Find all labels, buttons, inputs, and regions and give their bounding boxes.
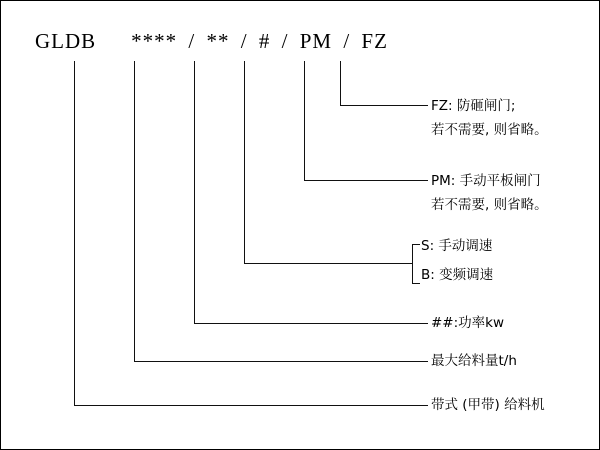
leader-fz-horizontal: [340, 105, 428, 106]
code-separator-4: /: [343, 29, 351, 53]
code-separator-2: /: [240, 29, 248, 53]
series-note: 带式 (甲带) 给料机: [431, 397, 545, 413]
leader-capacity-vertical: [134, 61, 135, 362]
speed-note-line2: B: 变频调速: [421, 267, 494, 283]
leader-capacity-horizontal: [134, 361, 428, 362]
leader-pm-vertical: [304, 61, 305, 181]
code-gap: [102, 29, 125, 54]
code-fz: FZ: [361, 29, 388, 53]
code-capacity: ****: [131, 29, 178, 53]
leader-speed-vertical: [244, 61, 245, 264]
model-code: [35, 29, 388, 54]
fz-note-line1: FZ: 防砸闸门;: [431, 98, 516, 114]
leader-fz-vertical: [340, 61, 341, 106]
leader-power-vertical: [194, 61, 195, 324]
power-note: ##:功率kw: [431, 315, 505, 331]
fz-note-line2: 若不需要, 则省略。: [431, 122, 548, 138]
code-power: **: [206, 29, 230, 53]
code-separator-1: /: [188, 29, 196, 53]
code-speed: #: [258, 29, 271, 53]
leader-power-horizontal: [194, 323, 428, 324]
pm-note-line1: PM: 手动平板闸门: [431, 173, 541, 189]
leader-series-horizontal: [74, 405, 428, 406]
code-separator-3: /: [281, 29, 289, 53]
speed-note-line1: S: 手动调速: [421, 238, 493, 254]
speed-bracket: [412, 244, 420, 284]
leader-pm-horizontal: [304, 180, 428, 181]
capacity-note: 最大给料量t/h: [431, 353, 517, 369]
code-pm: PM: [299, 29, 333, 53]
leader-speed-horizontal: [244, 263, 412, 264]
leader-series-vertical: [74, 61, 75, 406]
pm-note-line2: 若不需要, 则省略。: [431, 197, 548, 213]
code-series: GLDB: [35, 29, 97, 53]
